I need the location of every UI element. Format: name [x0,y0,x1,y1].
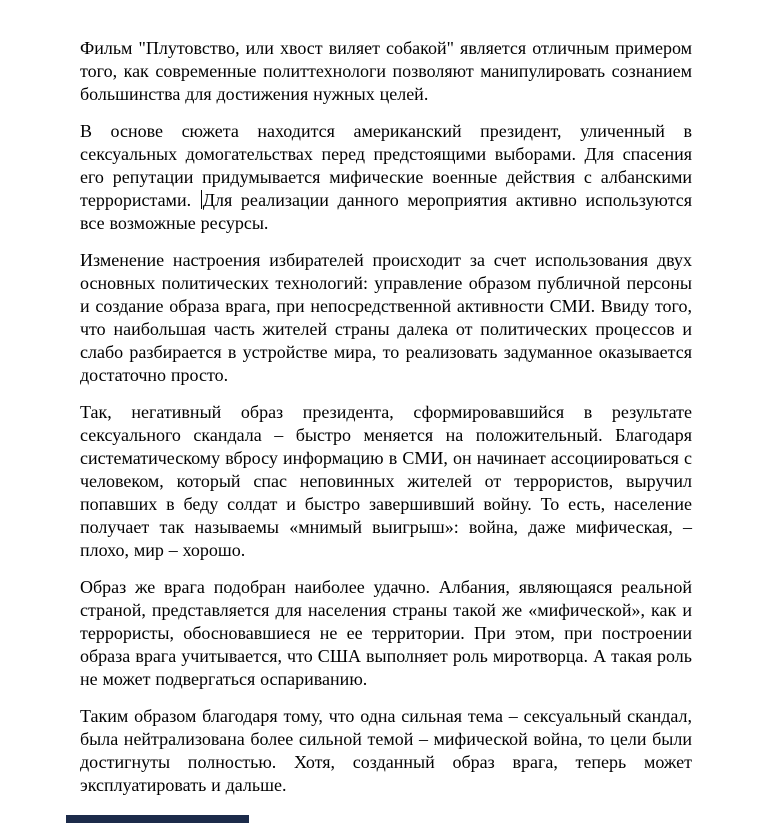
paragraph-6[interactable]: Таким образом благодаря тому, что одна сильная тема – сексуальный скандал, была нейтрализована более сильной темой – мифической война, то цели были достигнуты полностью. Хотя, созданный образ врага, теперь может эксплуатировать и дальше. [80,706,692,795]
paragraph-2-text-before-cursor: В основе сюжета находится американский президент, уличенный в сексуальных домогательствах перед предстоящими выборами. Для спасения его репутации придумывается мифические военные действия с албанскими террористами. [80,121,692,210]
horizontal-scrollbar-thumb[interactable] [66,815,249,823]
document-text-body[interactable] [80,37,692,811]
paragraph-1[interactable]: Фильм "Плутовство, или хвост виляет собакой" является отличным примером того, как современные политтехнологи позволяют манипулировать сознанием большинства для достижения нужных целей. [80,38,692,104]
text-cursor [201,190,202,209]
paragraph-2-text-after-cursor: Для реализации данного мероприятия активно используются все возможные ресурсы. [80,190,692,233]
paragraph-5[interactable]: Образ же врага подобран наиболее удачно. Албания, являющаяся реальной страной, представляется для населения страны такой же «мифической», как и террористы, обосновавшиеся не ее территории. При этом, при построении образа врага учитывается, что США выполняет роль миротворца. А такая роль не может подвергаться оспариванию. [80,577,692,689]
paragraph-4[interactable]: Так, негативный образ президента, сформировавшийся в результате сексуального скандала – быстро меняется на положительный. Благодаря систематическому вбросу информацию в СМИ, он начинает ассоциироваться с человеком, который спас неповинных жителей от террористов, выручил попавших в беду солдат и быстро завершивший войну. То есть, население получает так называемы «мнимый выигрыш»: война, даже мифическая, – плохо, мир – хорошо. [80,402,692,560]
paragraph-2[interactable] [80,120,692,235]
paragraph-3[interactable]: Изменение настроения избирателей происходит за счет использования двух основных политических технологий: управление образом публичной персоны и создание образа врага, при непосредственной активности СМИ. Ввиду того, что наибольшая часть жителей страны далека от политических процессов и слабо разбирается в устройстве мира, то реализовать задуманное оказывается достаточно просто. [80,250,692,385]
